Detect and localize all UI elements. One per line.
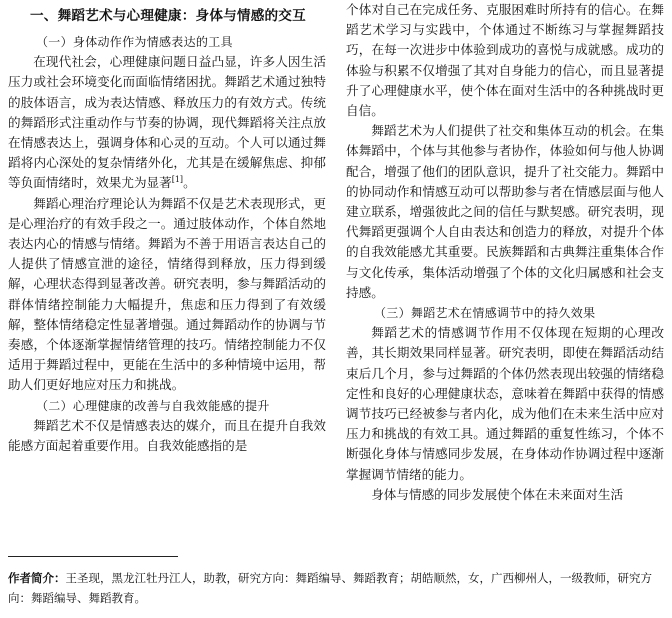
footnote-divider bbox=[8, 556, 178, 557]
section-heading: 一、舞蹈艺术与心理健康：身体与情感的交互 bbox=[30, 8, 306, 24]
paragraph: 舞蹈艺术不仅是情感表达的媒介，而且在提升自我效能感方面起着重要作用。自我效能感指的是 bbox=[8, 417, 326, 454]
citation-ref: [1] bbox=[171, 175, 184, 185]
subsection-heading-1: （一）身体动作作为情感表达的工具 bbox=[36, 35, 233, 49]
left-column bbox=[8, 0, 326, 456]
paragraph bbox=[8, 52, 326, 193]
paragraph: 舞蹈心理治疗理论认为舞蹈不仅是艺术表现形式，更是心理治疗的有效手段之一。通过肢体动作，个体自然地表达内心的情感与情绪。舞蹈为不善于用语言表达自己的人提供了情感宣泄的途径，情绪得到释放，压力得到缓解，心理状态得到显著改善。研究表明，参与舞蹈活动的群体情绪控制能力大幅提升，焦虑和压力得到了有效缓解，整体情绪稳定性显著增强。通过舞蹈动作的协调与节奏感，个体逐渐掌握情绪管理的技巧。情绪控制能力不仅适用于舞蹈过程中，更能在生活中的多种情境中运用，帮助人们更好地应对压力和挑战。 bbox=[8, 195, 326, 393]
subsection-heading-2: （二）心理健康的改善与自我效能感的提升 bbox=[36, 398, 270, 413]
paragraph: 舞蹈艺术的情感调节作用不仅体现在短期的心理改善，其长期效果同样显著。研究表明，即使在舞蹈活动结束后几个月，参与过舞蹈的个体仍然表现出较强的情绪稳定性和良好的心理健康状态，意味着在舞蹈中获得的情感调节技巧已经被参与者内化，成为他们在未来生活中应对压力和挑战的有效工具。通过舞蹈的重复性练习，个体不断强化身体与情感同步发展，在身体动作协调过程中逐渐掌握调节情绪的能力。 bbox=[346, 325, 664, 482]
paragraph-continued: 个体对自己在完成任务、克服困难时所持有的信心。在舞蹈艺术学习与实践中，个体通过不断练习与掌握舞蹈技巧，在每一次进步中体验到成功的喜悦与成就感。成功的体验与积累不仅增强了其对自身能力的信心，而且显著提升了心理健康水平，使个体在面对生活中的各种挑战时更自信。 bbox=[346, 2, 664, 119]
paragraph-end: 。 bbox=[183, 175, 196, 191]
paragraph: 身体与情感的同步发展使个体在未来面对生活 bbox=[371, 486, 624, 502]
footnote-label: 作者简介： bbox=[8, 571, 66, 585]
right-column bbox=[346, 0, 664, 505]
subsection-heading-3: （三）舞蹈艺术在情感调节中的持久效果 bbox=[374, 306, 596, 321]
author-footnote bbox=[8, 568, 664, 608]
paragraph: 舞蹈艺术为人们提供了社交和集体互动的机会。在集体舞蹈中，个体与其他参与者协作，体验如何与他人协调配合，增强了他们的团队意识，提升了社交能力。舞蹈中的协同动作和情感互动可以帮助参与者在情感层面与他人建立联系，增强彼此之间的信任与默契感。研究表明，现代舞蹈更强调个人自由表达和创造力的释放，对提升个体的自我效能感尤其重要。民族舞蹈和古典舞注重集体合作与文化传承，集体活动增强了个体的文化归属感和社会支持感。 bbox=[346, 123, 664, 300]
paragraph-text: 在现代社会，心理健康问题日益凸显，许多人因生活压力或社会环境变化而面临情绪困扰。舞蹈艺术通过独特的肢体语言，成为表达情感、释放压力的有效方式。传统的舞蹈形式注重动作与节奏的协调，现代舞蹈将关注点放在情感表达上，强调身体和心灵的互动。个人可以通过舞蹈将内心深处的复杂情绪外化，尤其是在缓解焦虑、抑郁等负面情绪时，效果尤为显著 bbox=[8, 54, 326, 191]
footnote-text: 王圣现，黑龙江牡丹江人，助教，研究方向：舞蹈编导、舞蹈教育；胡皓顺然，女，广西柳州人，一级教师，研究方向：舞蹈编导、舞蹈教育。 bbox=[8, 571, 652, 605]
